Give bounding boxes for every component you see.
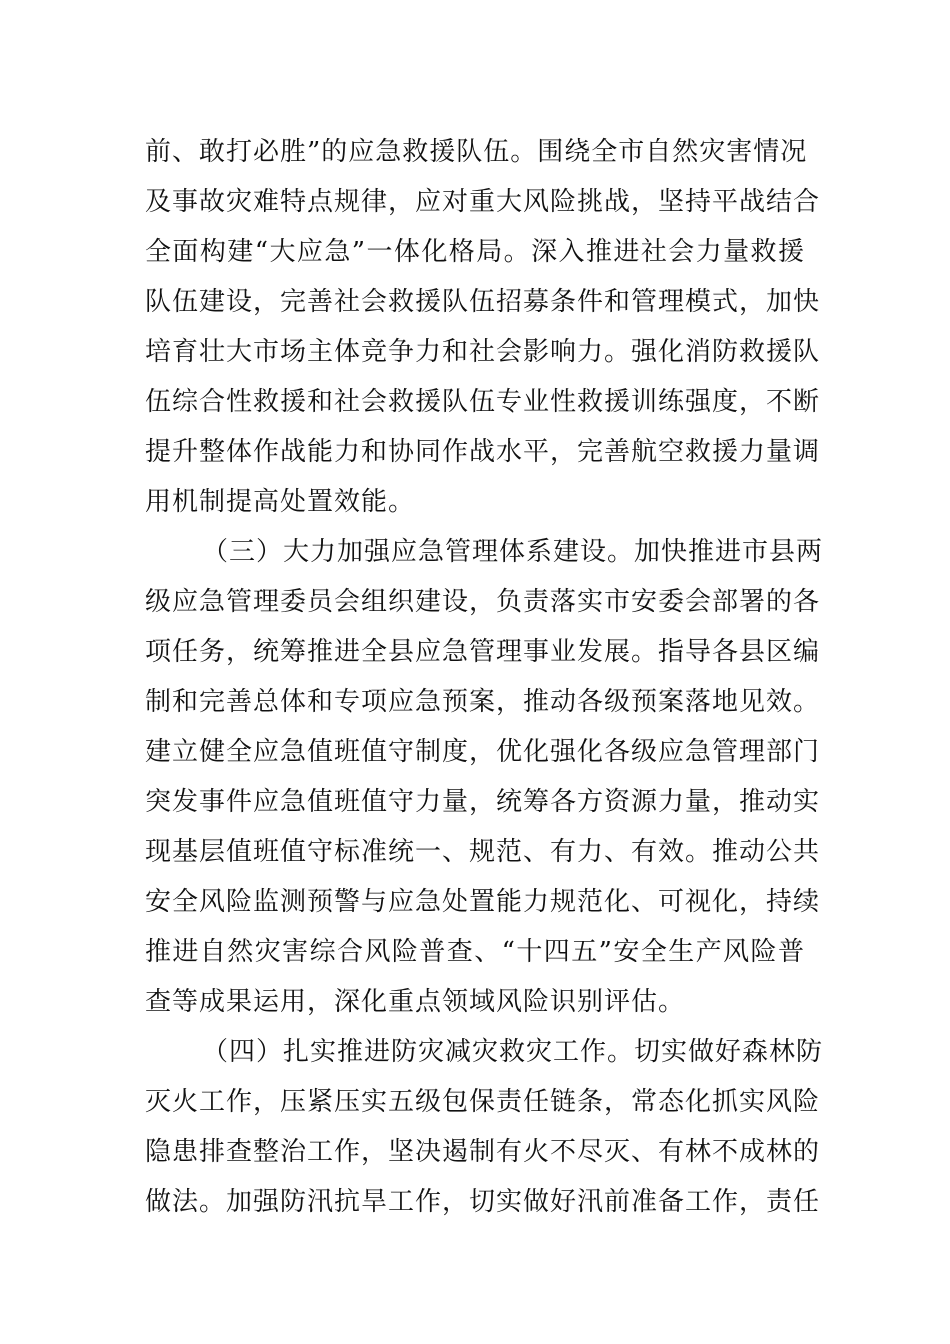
text-line: 全面构建“大应急”一体化格局。深入推进社会力量救援 (145, 237, 805, 267)
text-line: 伍综合性救援和社会救援队伍专业性救援训练强度，不断 (145, 387, 821, 417)
text-line: 建立健全应急值班值守制度，优化强化各级应急管理部门 (145, 737, 821, 767)
text-line: 前、敢打必胜”的应急救援队伍。围绕全市自然灾害情况 (145, 137, 808, 167)
text-line: 安全风险监测预警与应急处置能力规范化、可视化，持续 (145, 887, 821, 917)
text-line: 突发事件应急值班值守力量，统筹各方资源力量，推动实 (145, 787, 821, 817)
section-heading-line: （三）大力加强应急管理体系建设。加快推进市县两 (202, 537, 824, 567)
text-line: 级应急管理委员会组织建设，负责落实市安委会部署的各 (145, 587, 821, 617)
text-line: 推进自然灾害综合风险普查、“十四五”安全生产风险普 (145, 937, 805, 967)
text-line: 用机制提高处置效能。 (145, 487, 416, 517)
text-line: 队伍建设，完善社会救援队伍招募条件和管理模式，加快 (145, 287, 821, 317)
text-line: 培育壮大市场主体竞争力和社会影响力。强化消防救援队 (145, 337, 821, 367)
text-line: 灭火工作，压紧压实五级包保责任链条，常态化抓实风险 (145, 1087, 821, 1117)
text-line: 隐患排查整治工作，坚决遏制有火不尽灭、有林不成林的 (145, 1137, 821, 1167)
text-line: 查等成果运用，深化重点领域风险识别评估。 (145, 987, 686, 1017)
text-line: 及事故灾难特点规律，应对重大风险挑战，坚持平战结合 (145, 187, 821, 217)
text-line: 制和完善总体和专项应急预案，推动各级预案落地见效。 (145, 687, 821, 717)
text-line: 项任务，统筹推进全县应急管理事业发展。指导各县区编 (145, 637, 821, 667)
text-line: 做法。加强防汛抗旱工作，切实做好汛前准备工作，责任 (145, 1187, 821, 1217)
text-line: 现基层值班值守标准统一、规范、有力、有效。推动公共 (145, 837, 821, 867)
text-line: 提升整体作战能力和协同作战水平，完善航空救援力量调 (145, 437, 821, 467)
section-heading-line: （四）扎实推进防灾减灾救灾工作。切实做好森林防 (202, 1037, 824, 1067)
